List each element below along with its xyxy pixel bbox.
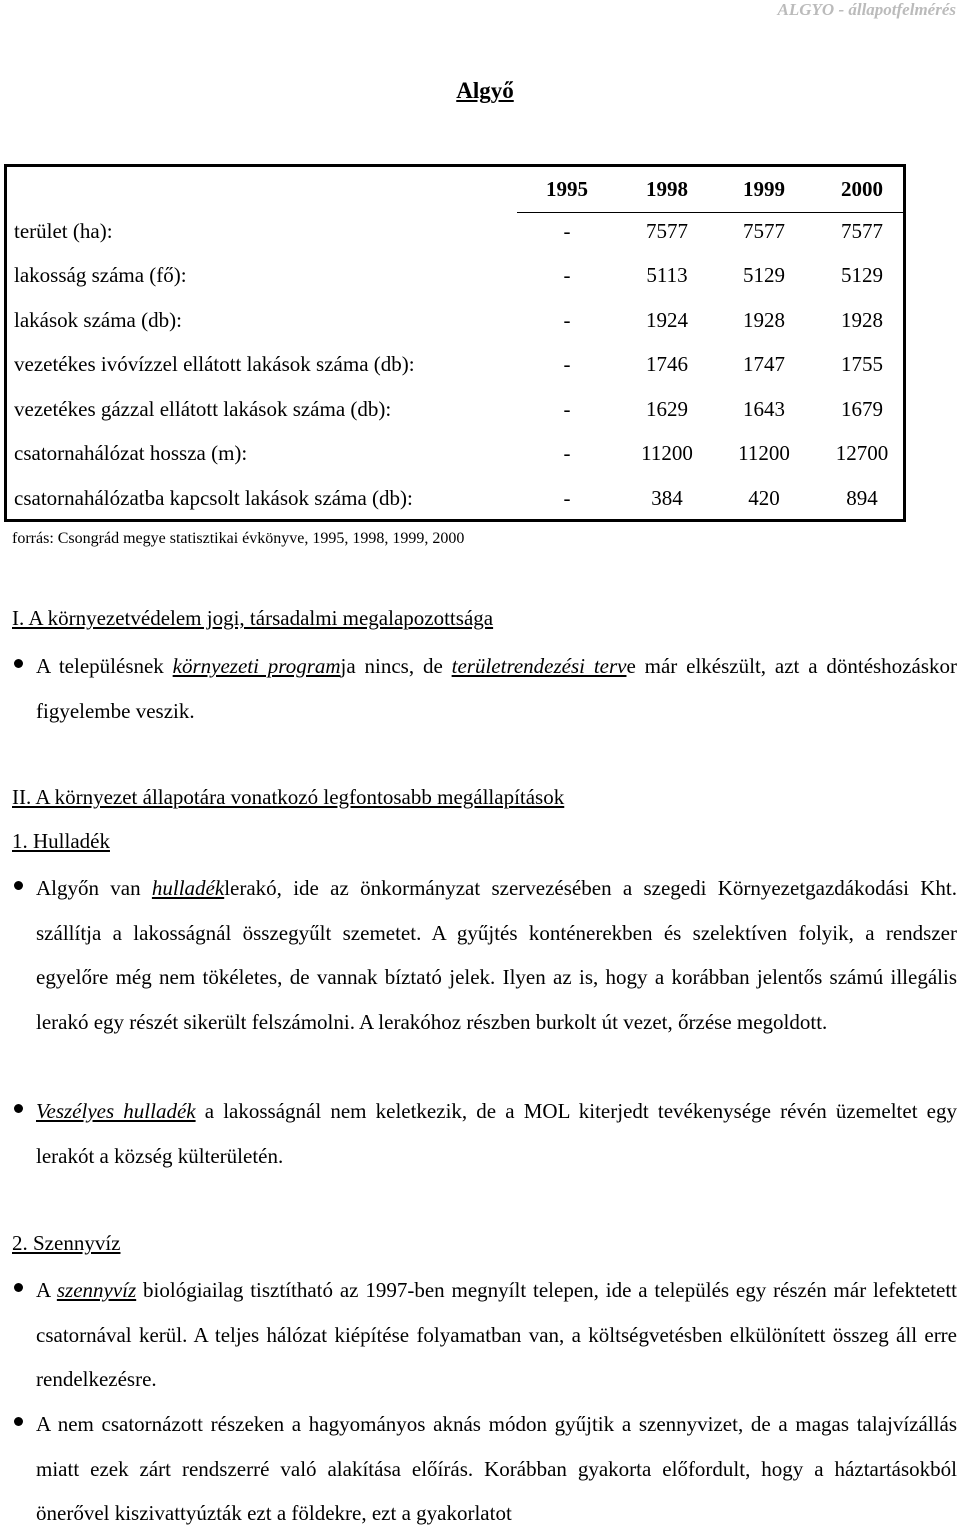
table-cell: 5129 bbox=[841, 263, 883, 287]
table-cell: 1746 bbox=[646, 352, 688, 376]
table-cell: 1629 bbox=[646, 397, 688, 421]
row-label: terület (ha): bbox=[14, 219, 113, 243]
table-cell: 384 bbox=[651, 486, 683, 510]
table-row bbox=[7, 209, 903, 253]
bullet-icon bbox=[14, 1104, 23, 1113]
table-row bbox=[7, 253, 903, 297]
table-row bbox=[7, 298, 903, 342]
list-item-text: Veszélyes hulladék a lakosságnál nem keletkezik, de a MOL kiterjedt tevékenysége révén üzemeltet egy lerakót a község külterületén. bbox=[36, 1099, 957, 1168]
row-label: vezetékes ivóvízzel ellátott lakások száma (db): bbox=[14, 352, 415, 376]
section-heading: II. A környezet állapotára vonatkozó legfontosabb megállapítások bbox=[12, 785, 565, 809]
section-heading: I. A környezetvédelem jogi, társadalmi megalapozottsága bbox=[12, 606, 494, 630]
list-item-text: A nem csatornázott részeken a hagyományos aknás módon gyűjtik a szennyvizet, de a magas talajvízállás miatt ezek zárt rendszerré való alakítása előírás. Korábban gyakorta előfordult, hogy a háztartásokból önerővel kiszivattyúzták ezt a földekre, ezt a gyakorlatot bbox=[36, 1412, 957, 1525]
year-header: 1995 bbox=[546, 177, 588, 201]
list-item bbox=[0, 644, 957, 733]
bullet-icon bbox=[14, 1283, 23, 1292]
row-label: csatornahálózatba kapcsolt lakások száma (db): bbox=[14, 486, 413, 510]
table-cell: 5129 bbox=[743, 263, 785, 287]
emphasis-term: szennyvíz bbox=[56, 1278, 137, 1302]
table-cell: 7577 bbox=[743, 219, 785, 243]
table-cell: 12700 bbox=[835, 441, 889, 465]
table-row bbox=[7, 387, 903, 431]
table-row bbox=[7, 476, 903, 520]
list-item bbox=[0, 866, 957, 1044]
year-header: 1998 bbox=[646, 177, 688, 201]
table-cell: - bbox=[563, 441, 571, 465]
list-item bbox=[0, 1268, 957, 1402]
list-item-text: A szennyvíz biológiailag tisztítható az 1997-ben megnyílt telepen, ide a település egy részén már lefektetett csatornával kerül. A teljes hálózat kiépítése folyamatban van, a költségvetésben elkülönített összeg áll erre rendelkezésre. bbox=[36, 1278, 957, 1391]
table-cell: 7577 bbox=[646, 219, 688, 243]
list-item-text: Algyőn van hulladéklerakó, ide az önkormányzat szervezésében a szegedi Környezetgazdákodási Kht. szállítja a lakosságnál összegyűlt szemetet. A gyűjtés konténerekben és szelektíven folyik, a rendszer egyelőre még nem tökéletes, de vannak bíztató jelek. Ilyen az is, hogy a korábban jelentős számú illegális lerakó egy részét sikerült felszámolni. A lerakóhoz részben burkolt út vezet, őrzése megoldott. bbox=[36, 876, 957, 1034]
row-label: lakások száma (db): bbox=[14, 308, 182, 332]
table-cell: 894 bbox=[846, 486, 878, 510]
list-item bbox=[0, 1402, 957, 1536]
table-cell: 420 bbox=[748, 486, 780, 510]
table-cell: 11200 bbox=[641, 441, 693, 465]
list-item-text: A településnek környezeti programja nincs, de területrendezési terve már elkészült, azt a döntéshozáskor figyelembe veszik. bbox=[36, 654, 957, 723]
bullet-icon bbox=[14, 659, 23, 668]
table-header-row bbox=[7, 167, 903, 211]
table-cell: 5113 bbox=[646, 263, 688, 287]
table-cell: 11200 bbox=[738, 441, 790, 465]
table-cell: 1928 bbox=[743, 308, 785, 332]
table-cell: - bbox=[563, 397, 571, 421]
emphasis-term: Veszélyes hulladék bbox=[36, 1099, 196, 1123]
table-cell: 1755 bbox=[841, 352, 883, 376]
subsection-heading: 2. Szennyvíz bbox=[12, 1231, 121, 1255]
emphasis-term: területrendezési terv bbox=[451, 654, 627, 678]
row-label: vezetékes gázzal ellátott lakások száma (db): bbox=[14, 397, 392, 421]
table-cell: - bbox=[563, 263, 571, 287]
year-header: 2000 bbox=[841, 177, 883, 201]
page-title: Algyő bbox=[456, 78, 514, 103]
year-header: 1999 bbox=[743, 177, 785, 201]
table-row bbox=[7, 342, 903, 386]
subsection-heading: 1. Hulladék bbox=[12, 829, 110, 853]
table-cell: 1679 bbox=[841, 397, 883, 421]
list-item bbox=[0, 1089, 957, 1178]
bullet-icon bbox=[14, 1417, 23, 1426]
table-cell: - bbox=[563, 352, 571, 376]
row-label: lakosság száma (fő): bbox=[14, 263, 187, 287]
table-cell: - bbox=[563, 219, 571, 243]
row-label: csatornahálózat hossza (m): bbox=[14, 441, 248, 465]
bullet-icon bbox=[14, 881, 23, 890]
statistics-table bbox=[4, 164, 906, 522]
emphasis-term: környezeti program bbox=[172, 654, 341, 678]
table-cell: 1747 bbox=[743, 352, 785, 376]
table-cell: 7577 bbox=[841, 219, 883, 243]
running-header: ALGYO - állapotfelmérés bbox=[777, 0, 956, 19]
table-cell: - bbox=[563, 486, 571, 510]
emphasis-term: hulladék bbox=[151, 876, 225, 900]
table-source-note: forrás: Csongrád megye statisztikai évkönyve, 1995, 1998, 1999, 2000 bbox=[12, 530, 465, 547]
table-cell: 1643 bbox=[743, 397, 785, 421]
table-cell: - bbox=[563, 308, 571, 332]
table-cell: 1928 bbox=[841, 308, 883, 332]
table-row bbox=[7, 431, 903, 475]
table-cell: 1924 bbox=[646, 308, 688, 332]
